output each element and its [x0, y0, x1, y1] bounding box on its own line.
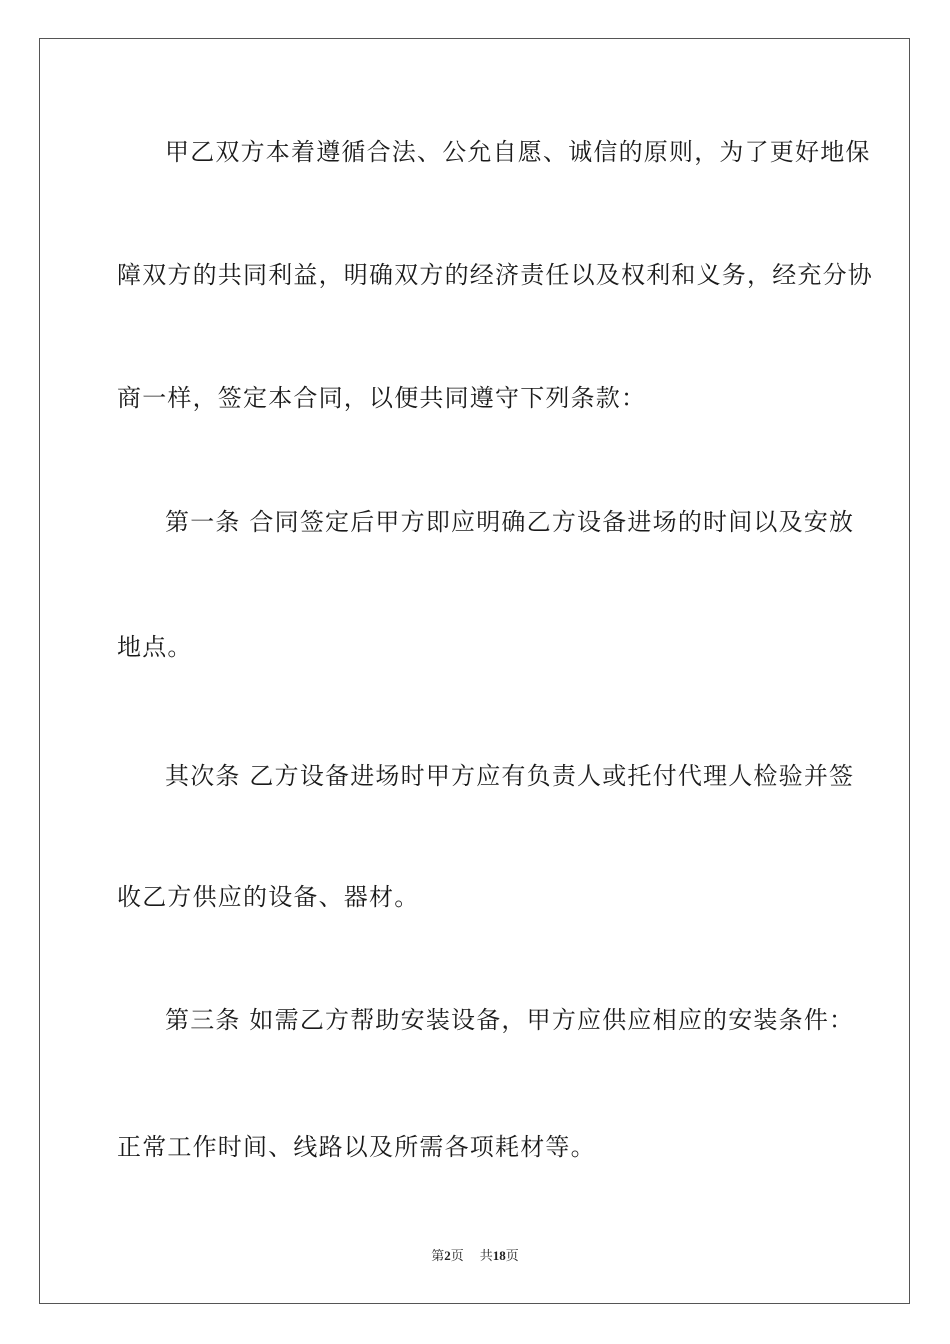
- total-prefix: 共: [479, 1249, 493, 1264]
- article-3-line-1: 第三条 如需乙方帮助安装设备，甲方应供应相应的安装条件：: [165, 1006, 855, 1034]
- page-prefix: 第: [431, 1249, 445, 1264]
- paragraph-1-line-2: 障双方的共同利益，明确双方的经济责任以及权利和义务，经充分协: [117, 261, 873, 289]
- page-number: 2: [444, 1248, 451, 1263]
- article-1-line-1: 第一条 合同签定后甲方即应明确乙方设备进场的时间以及安放: [165, 508, 855, 536]
- article-2-line-1: 其次条 乙方设备进场时甲方应有负责人或托付代理人检验并签: [165, 762, 855, 790]
- page-suffix: 页: [450, 1249, 464, 1264]
- total-pages: 18: [492, 1248, 506, 1263]
- total-suffix: 页: [505, 1249, 519, 1264]
- article-2-line-2: 收乙方供应的设备、器材。: [117, 883, 420, 911]
- page-border: [39, 38, 910, 1304]
- paragraph-1-line-1: 甲乙双方本着遵循合法、公允自愿、诚信的原则，为了更好地保: [165, 138, 871, 166]
- page-footer: [0, 1247, 950, 1266]
- article-3-line-2: 正常工作时间、线路以及所需各项耗材等。: [117, 1133, 596, 1161]
- article-1-line-2: 地点。: [117, 633, 193, 661]
- paragraph-1-line-3: 商一样，签定本合同，以便共同遵守下列条款：: [117, 384, 647, 412]
